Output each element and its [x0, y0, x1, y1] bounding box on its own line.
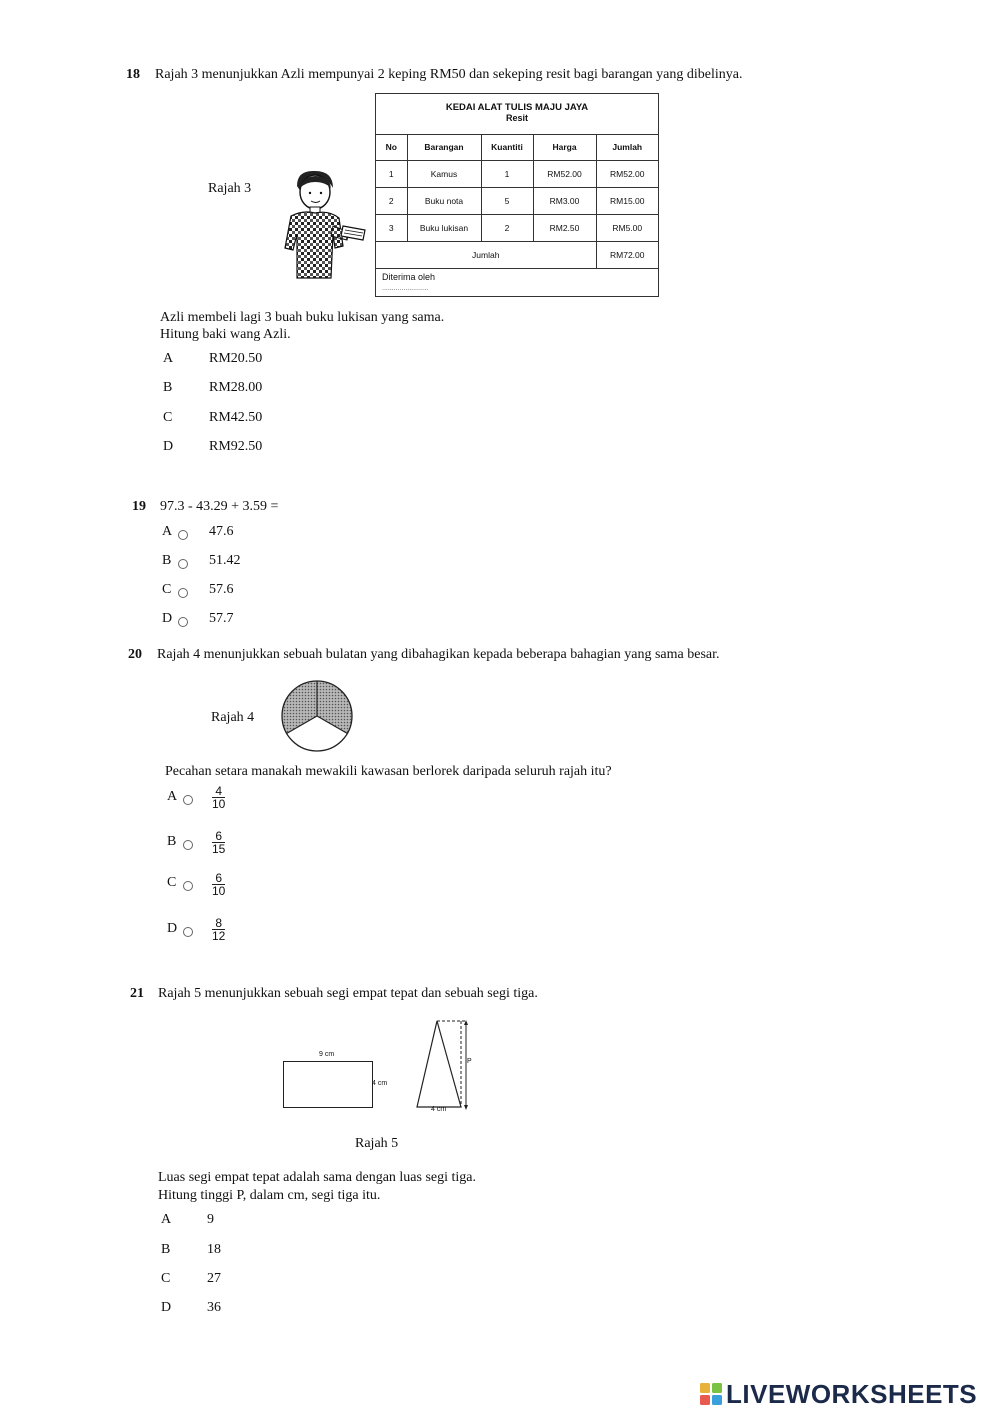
option-letter: B	[162, 553, 172, 568]
option-text[interactable]: 9	[207, 1212, 214, 1227]
radio-option-b[interactable]	[178, 559, 188, 569]
option-text: 47.6	[209, 524, 234, 539]
numerator: 6	[212, 830, 225, 843]
cell: 1	[376, 161, 407, 188]
option-letter: C	[162, 582, 172, 597]
question-number: 19	[132, 499, 146, 514]
table-row	[376, 215, 658, 242]
radio-option-d[interactable]	[178, 617, 188, 627]
table-row	[376, 188, 658, 215]
option-letter: A	[162, 524, 173, 539]
figure-label: Rajah 3	[208, 181, 252, 196]
numerator: 6	[212, 872, 225, 885]
total-value: RM72.00	[596, 242, 658, 269]
tri-base-label: 4 cm	[431, 1106, 447, 1113]
receipt-table	[376, 134, 658, 269]
option-letter: D	[163, 439, 174, 454]
option-text[interactable]: RM42.50	[209, 410, 263, 425]
fraction-option-c	[212, 872, 225, 897]
radio-option-d[interactable]	[183, 927, 193, 937]
cell: RM3.00	[533, 188, 596, 215]
question-line: Hitung baki wang Azli.	[160, 327, 291, 342]
option-text[interactable]: 36	[207, 1300, 221, 1315]
figure-label: Rajah 4	[211, 710, 255, 725]
option-letter: C	[161, 1271, 171, 1286]
option-text: 51.42	[209, 553, 241, 568]
radio-option-b[interactable]	[183, 840, 193, 850]
cell: Buku lukisan	[407, 215, 481, 242]
logo-blocks-icon	[700, 1383, 722, 1405]
denominator: 15	[212, 842, 226, 856]
numerator: 4	[212, 785, 225, 798]
question-line: Azli membeli lagi 3 buah buku lukisan yang sama.	[160, 310, 445, 325]
triangle-shape	[410, 1015, 475, 1115]
cell: 1	[481, 161, 533, 188]
fraction-option-d	[212, 917, 225, 942]
cell: RM15.00	[596, 188, 658, 215]
cell: 5	[481, 188, 533, 215]
option-letter: C	[167, 875, 177, 890]
signature-dots: ........................	[382, 285, 429, 292]
question-stem: Rajah 5 menunjukkan sebuah segi empat tepat dan sebuah segi tiga.	[158, 986, 538, 1001]
radio-option-a[interactable]	[183, 795, 193, 805]
rect-width-label: 9 cm	[319, 1051, 335, 1058]
logo-text: LIVEWORKSHEETS	[726, 1379, 978, 1409]
col-header: Harga	[533, 134, 596, 161]
receipt-subtitle: Resit	[505, 113, 528, 123]
question-line: Pecahan setara manakah mewakili kawasan berlorek daripada seluruh rajah itu?	[165, 764, 612, 779]
table-row	[376, 161, 658, 188]
question-stem: Rajah 4 menunjukkan sebuah bulatan yang dibahagikan kepada beberapa bahagian yang sama besar.	[157, 647, 720, 662]
received-by: Diterima oleh	[382, 272, 436, 282]
option-text[interactable]: 18	[207, 1242, 221, 1257]
boy-illustration	[283, 168, 368, 280]
option-letter: B	[163, 380, 173, 395]
option-letter: D	[167, 921, 178, 936]
total-label: Jumlah	[376, 242, 596, 269]
cell: RM52.00	[596, 161, 658, 188]
receipt	[375, 93, 659, 297]
tri-height-label: P	[467, 1058, 472, 1065]
option-text[interactable]: RM28.00	[209, 380, 263, 395]
receipt-header	[376, 94, 658, 135]
option-letter: A	[163, 351, 174, 366]
option-letter: A	[161, 1212, 172, 1227]
option-letter: D	[161, 1300, 172, 1315]
question-number: 21	[130, 986, 144, 1001]
cell: 3	[376, 215, 407, 242]
rectangle-shape	[283, 1061, 373, 1108]
shop-name: KEDAI ALAT TULIS MAJU JAYA	[445, 102, 589, 113]
total-row	[376, 242, 658, 269]
question-number: 18	[126, 67, 140, 82]
col-header: No	[376, 134, 407, 161]
option-text: 57.7	[209, 611, 234, 626]
cell: RM5.00	[596, 215, 658, 242]
col-header: Barangan	[407, 134, 481, 161]
receipt-header-row	[376, 134, 658, 161]
option-letter: D	[162, 611, 173, 626]
cell: Buku nota	[407, 188, 481, 215]
col-header: Jumlah	[596, 134, 658, 161]
denominator: 12	[212, 929, 226, 943]
option-text[interactable]: 27	[207, 1271, 221, 1286]
option-letter: B	[161, 1242, 171, 1257]
fraction-option-a	[212, 785, 225, 810]
question-stem: Rajah 3 menunjukkan Azli mempunyai 2 keping RM50 dan sekeping resit bagi barangan yang dibelinya.	[155, 67, 743, 82]
denominator: 10	[212, 797, 226, 811]
question-line: Hitung tinggi P, dalam cm, segi tiga itu.	[158, 1188, 381, 1203]
cell: RM52.00	[533, 161, 596, 188]
option-text[interactable]: RM92.50	[209, 439, 263, 454]
radio-option-c[interactable]	[183, 881, 193, 891]
option-letter: B	[167, 834, 177, 849]
rect-height-label: 4 cm	[372, 1080, 388, 1087]
numerator: 8	[212, 917, 225, 930]
question-line: Luas segi empat tepat adalah sama dengan luas segi tiga.	[158, 1170, 477, 1185]
option-letter: A	[167, 789, 178, 804]
col-header: Kuantiti	[481, 134, 533, 161]
option-text[interactable]: RM20.50	[209, 351, 263, 366]
radio-option-a[interactable]	[178, 530, 188, 540]
cell: RM2.50	[533, 215, 596, 242]
option-text: 57.6	[209, 582, 234, 597]
question-number: 20	[128, 647, 142, 662]
cell: 2	[481, 215, 533, 242]
cell: 2	[376, 188, 407, 215]
radio-option-c[interactable]	[178, 588, 188, 598]
figure-label: Rajah 5	[355, 1136, 399, 1151]
question-stem: 97.3 - 43.29 + 3.59 =	[160, 499, 279, 514]
denominator: 10	[212, 884, 226, 898]
option-letter: C	[163, 410, 173, 425]
circle-diagram	[280, 679, 354, 753]
fraction-option-b	[212, 830, 225, 855]
cell: Kamus	[407, 161, 481, 188]
